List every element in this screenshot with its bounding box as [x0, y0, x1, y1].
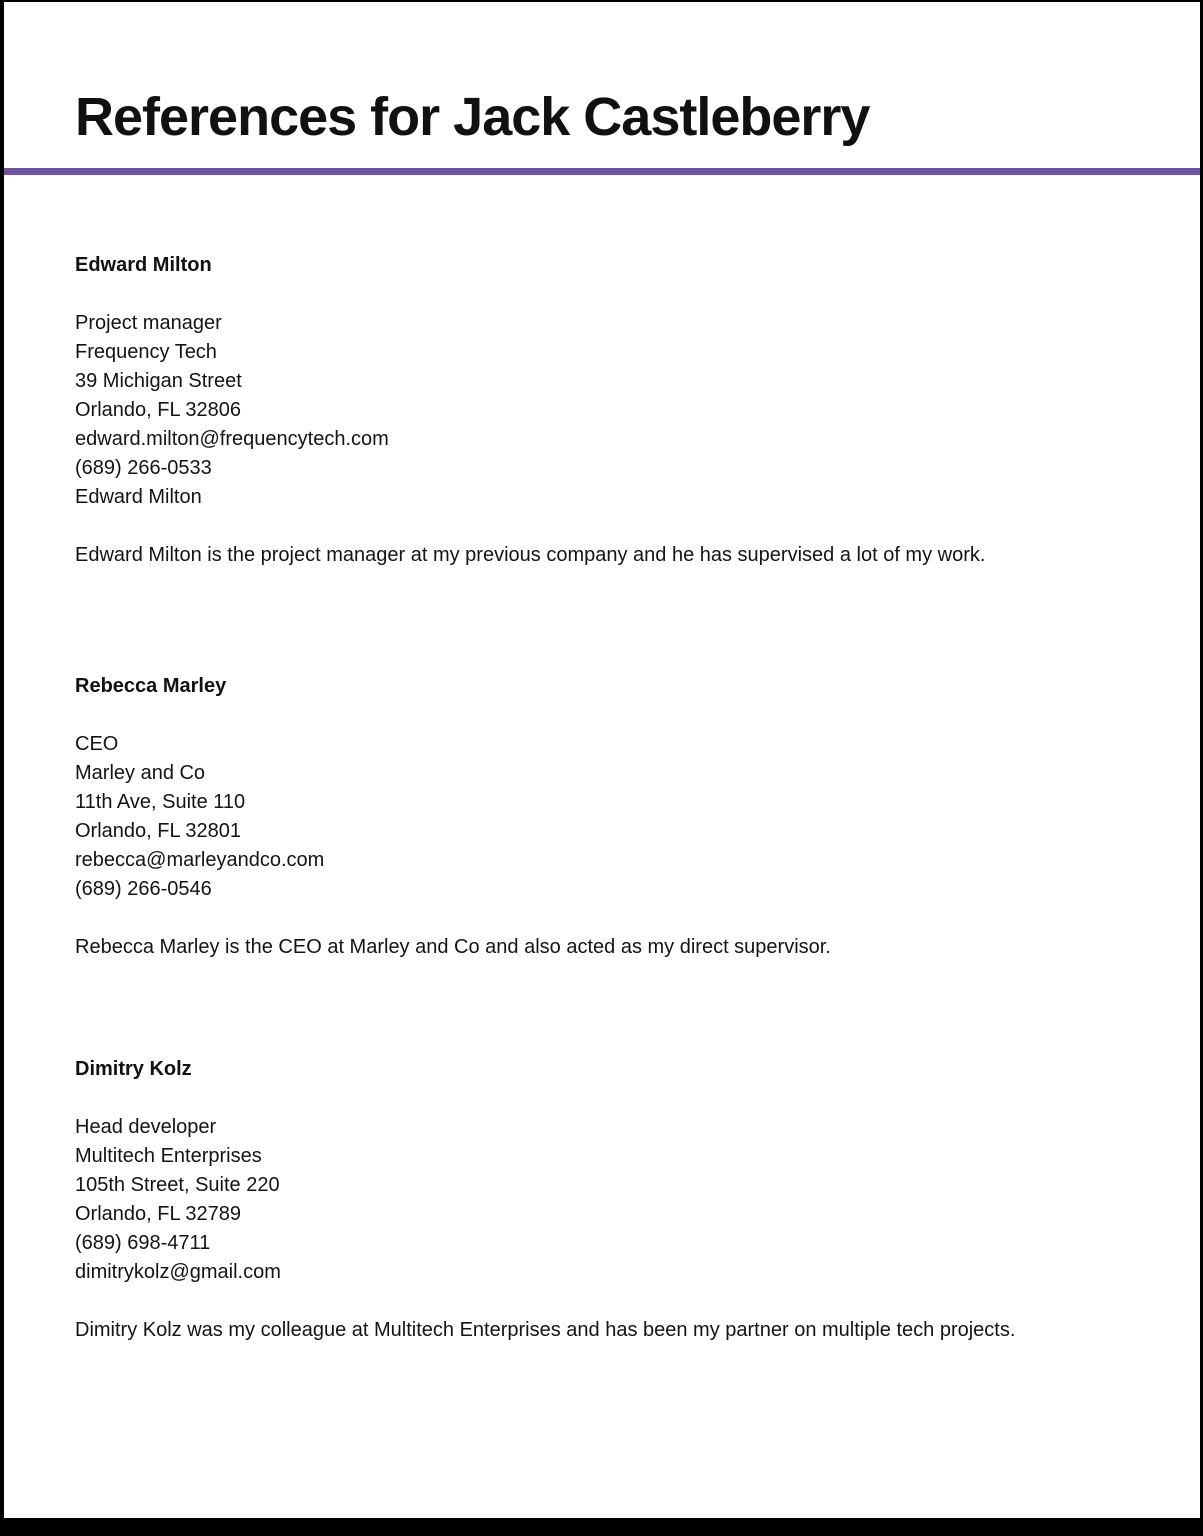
- reference-name: Edward Milton: [75, 254, 212, 276]
- document-page: [4, 2, 1200, 1518]
- reference-note: Dimitry Kolz was my colleague at Multitech Enterprises and has been my partner on multiple tech projects.: [75, 1319, 1016, 1341]
- reference-detail-line: (689) 266-0546: [75, 878, 212, 900]
- reference-detail-line: edward.milton@frequencytech.com: [75, 428, 389, 450]
- reference-details: [75, 730, 1160, 904]
- reference-detail-line: CEO: [75, 733, 119, 755]
- reference-detail-line: Orlando, FL 32806: [75, 399, 242, 421]
- reference-detail-line: Project manager: [75, 312, 222, 334]
- reference-detail-line: Multitech Enterprises: [75, 1145, 262, 1167]
- reference-detail-line: dimitrykolz@gmail.com: [75, 1261, 281, 1283]
- reference-detail-line: Frequency Tech: [75, 341, 217, 363]
- reference-detail-line: Orlando, FL 32801: [75, 820, 242, 842]
- reference-detail-line: Orlando, FL 32789: [75, 1203, 242, 1225]
- reference-detail-line: 105th Street, Suite 220: [75, 1174, 280, 1196]
- document-title: References for Jack Castleberry: [75, 87, 870, 147]
- reference-detail-line: Head developer: [75, 1116, 217, 1138]
- reference-detail-line: rebecca@marleyandco.com: [75, 849, 325, 871]
- reference-detail-line: 39 Michigan Street: [75, 370, 242, 392]
- reference-detail-line: Edward Milton: [75, 486, 202, 508]
- reference-details: [75, 1113, 1160, 1287]
- reference-details: [75, 309, 1160, 512]
- reference-detail-line: (689) 698-4711: [75, 1232, 211, 1254]
- reference-section-dimitry-kolz: [75, 1055, 1160, 1345]
- reference-section-rebecca-marley: [75, 672, 1160, 962]
- reference-section-edward-milton: [75, 251, 1160, 570]
- reference-name: Rebecca Marley: [75, 675, 227, 697]
- title-rule: [4, 168, 1200, 175]
- reference-note: Edward Milton is the project manager at my previous company and he has supervised a lot of my work.: [75, 544, 986, 566]
- reference-detail-line: (689) 266-0533: [75, 457, 212, 479]
- reference-detail-line: Marley and Co: [75, 762, 206, 784]
- reference-name: Dimitry Kolz: [75, 1058, 192, 1080]
- reference-note: Rebecca Marley is the CEO at Marley and Co and also acted as my direct supervisor.: [75, 936, 831, 958]
- reference-detail-line: 11th Ave, Suite 110: [75, 791, 246, 813]
